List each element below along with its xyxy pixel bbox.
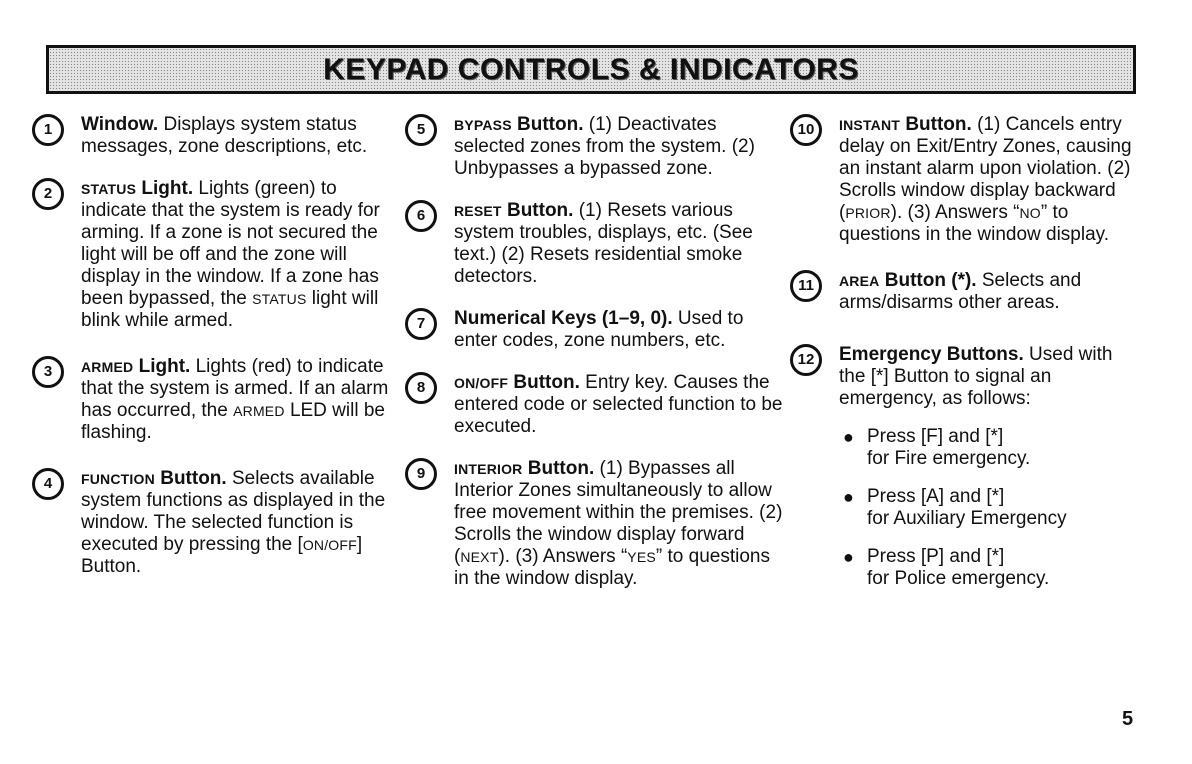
column-3 [790,114,1135,606]
item-keyword-inline: ARMED [233,403,285,419]
number-circle-8: 8 [405,372,437,404]
bullet-line: for Auxiliary Emergency [867,508,1067,529]
item-on-off-button [405,372,785,438]
number-circle-9: 9 [405,458,437,490]
item-title: Numerical Keys (1–9, 0). [454,308,673,329]
item-keyword: ARMED [81,359,134,375]
number-circle-5: 5 [405,114,437,146]
emergency-list [839,426,1135,590]
item-status-light [32,178,392,332]
number-circle-6: 6 [405,200,437,232]
item-body: Selects and arms/disarms other areas. [839,270,1082,313]
header-banner [46,45,1136,94]
page-title: KEYPAD CONTROLS & INDICATORS [323,52,859,86]
item-keyword: ON/OFF [454,375,509,391]
item-body: Entry key. Causes the entered code or selected function to be executed. [454,372,783,437]
column-2 [405,114,785,590]
item-title: Light. [141,178,194,199]
item-body: (1) Bypasses all Interior Zones simultaneously to allow free movement within the premises. (2) Scrolls the window display forward ( [454,458,783,567]
bullet-line: Press [P] and [*] [867,546,1005,567]
bullet-line: Press [A] and [*] [867,486,1005,507]
bullet-icon: ● [843,427,854,447]
item-keyword: STATUS [81,181,137,197]
item-area-button [790,270,1135,314]
item-keyword-inline: NO [1019,205,1041,221]
item-body-end: ” to questions in the window display. [454,546,770,589]
item-body: Lights (red) to indicate that the system is armed. If an alarm has occurred, the [81,356,389,421]
item-body-cont: light will blink while armed. [81,288,379,331]
number-circle-4: 4 [32,468,64,500]
number-circle-2: 2 [32,178,64,210]
item-body: Used with the [*] Button to signal an emergency, as follows: [839,344,1113,409]
item-title: Emergency Buttons. [839,344,1024,365]
item-body-cont: ). (3) Answers “ [890,202,1020,223]
item-title: Button. [517,114,584,135]
item-body: Displays system status messages, zone descriptions, etc. [81,114,368,157]
item-numerical-keys [405,308,785,352]
item-emergency-buttons [790,344,1135,590]
list-item-auxiliary [843,486,1135,530]
number-circle-10: 10 [790,114,822,146]
item-title: Button. [513,372,580,393]
item-body: (1) Cancels entry delay on Exit/Entry Zones, causing an instant alarm upon violation. (2) Scrolls window display backward ( [839,114,1132,223]
bullet-line: Press [F] and [*] [867,426,1004,447]
item-title: Button. [506,200,574,221]
item-title: Window. [81,114,159,135]
list-item-fire [843,426,1135,470]
item-body-cont: ] Button. [81,534,363,577]
item-function-button [32,468,392,578]
item-body: (1) Deactivates selected zones from the system. (2) Unbypasses a bypassed zone. [454,114,755,179]
number-circle-11: 11 [790,270,822,302]
item-title: Light. [138,356,191,377]
list-item-police [843,546,1135,590]
item-keyword: BYPASS [454,117,512,133]
item-body: (1) Resets various system troubles, displays, etc. (See text.) (2) Resets residential smoke detectors. [454,200,753,287]
item-keyword: INTERIOR [454,461,523,477]
item-keyword-inline: ON/OFF [302,537,357,553]
bullet-line: for Police emergency. [867,568,1050,589]
item-title: Button. [905,114,972,135]
bullet-icon: ● [843,487,854,507]
item-instant-button [790,114,1135,246]
item-title: Button. [527,458,595,479]
number-circle-7: 7 [405,308,437,340]
item-keyword: INSTANT [839,117,901,133]
item-keyword-inline: YES [627,549,656,565]
item-keyword-inline: PRIOR [845,205,891,221]
item-body-cont: ). (3) Answers “ [498,546,628,567]
page-number: 5 [1122,708,1134,730]
item-keyword: AREA [839,273,880,289]
item-body-cont: LED will be flashing. [81,400,385,443]
number-circle-12: 12 [790,344,822,376]
number-circle-3: 3 [32,356,64,388]
item-body: Used to enter codes, zone numbers, etc. [454,308,744,351]
item-bypass-button [405,114,785,180]
item-title: Button (*). [884,270,977,291]
bullet-icon: ● [843,547,854,567]
item-interior-button [405,458,785,590]
item-window [32,114,392,158]
number-circle-1: 1 [32,114,64,146]
item-reset-button [405,200,785,288]
item-armed-light [32,356,392,444]
item-keyword: RESET [454,203,502,219]
item-body: Selects available system functions as displayed in the window. The selected function is executed by pressing the [ [81,468,386,555]
item-keyword: FUNCTION [81,471,155,487]
bullet-line: for Fire emergency. [867,448,1031,469]
column-1 [32,114,392,578]
item-title: Button. [160,468,227,489]
item-body-end: ” to questions in the window display. [839,202,1110,245]
item-keyword-inline: NEXT [460,549,499,565]
item-keyword-inline: STATUS [252,291,307,307]
item-body: Lights (green) to indicate that the system is ready for arming. If a zone is not secured the light will be off and the zone will display in the window. If a zone has been bypassed, the [81,178,380,309]
